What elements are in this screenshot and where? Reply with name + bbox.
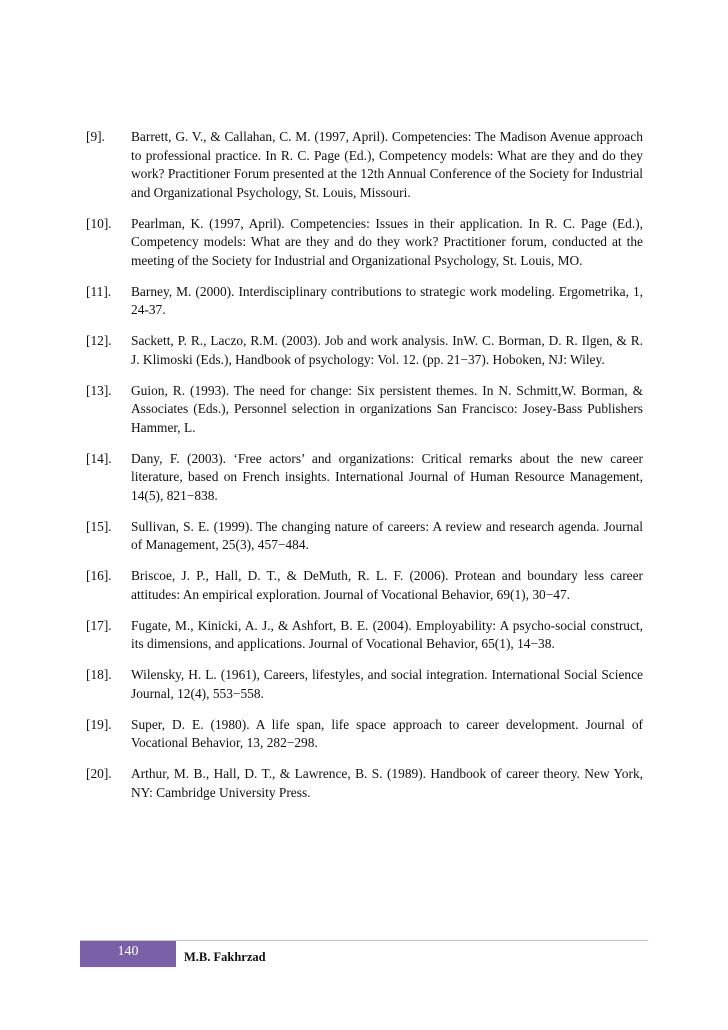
reference-number: [14]. xyxy=(86,450,112,466)
reference-number: [11]. xyxy=(86,283,112,299)
reference-text: Fugate, M., Kinicki, A. J., & Ashfort, B. E. (2004). Employability: A psycho-social construct, its dimensions, and applications. Journal of Vocational Behavior, 65(1), 14−38. xyxy=(131,617,643,652)
reference-item xyxy=(86,382,643,438)
reference-number: [18]. xyxy=(86,667,112,683)
reference-number: [19]. xyxy=(86,716,112,732)
reference-number: [17]. xyxy=(86,617,112,633)
reference-text: Guion, R. (1993). The need for change: Six persistent themes. In N. Schmitt,W. Borman, & Associates (Eds.), Personnel selection in organizations San Francisco: Josey-Bass Publishers Hammer, L. xyxy=(131,382,643,435)
reference-number: [10]. xyxy=(86,215,112,231)
reference-number: [13]. xyxy=(86,382,112,398)
reference-item xyxy=(86,567,643,604)
reference-item xyxy=(86,332,643,369)
reference-item xyxy=(86,215,643,271)
reference-item xyxy=(86,765,643,802)
reference-item xyxy=(86,450,643,506)
reference-text: Dany, F. (2003). ‘Free actors’ and organizations: Critical remarks about the new career literature, based on French insights. International Journal of Human Resource Management, 14(5), 821−838. xyxy=(131,450,643,503)
reference-item xyxy=(86,128,643,202)
page-number: 140 xyxy=(80,941,176,967)
reference-number: [9]. xyxy=(86,129,105,144)
reference-list xyxy=(86,128,643,802)
reference-text: Super, D. E. (1980). A life span, life space approach to career development. Journal of Vocational Behavior, 13, 282−298. xyxy=(131,716,643,751)
reference-number: [15]. xyxy=(86,518,112,534)
reference-text: Barney, M. (2000). Interdisciplinary contributions to strategic work modeling. Ergometrika, 1, 24-37. xyxy=(131,283,643,318)
reference-number: [20]. xyxy=(86,766,112,782)
reference-text: Barrett, G. V., & Callahan, C. M. (1997, April). Competencies: The Madison Avenue approach to professional practice. In R. C. Page (Ed.), Competency models: What are they and do they work? Practitioner Forum presented at the 12th Annual Conference of the Society for Industrial and Organizational Psychology, St. Louis, Missouri. xyxy=(131,129,643,200)
reference-number: [12]. xyxy=(86,333,112,349)
footer-author: M.B. Fakhrzad xyxy=(184,950,266,964)
reference-item xyxy=(86,283,643,320)
reference-text: Briscoe, J. P., Hall, D. T., & DeMuth, R. L. F. (2006). Protean and boundary less career attitudes: An empirical exploration. Journal of Vocational Behavior, 69(1), 30−47. xyxy=(131,568,643,602)
reference-item xyxy=(86,716,643,753)
reference-text: Arthur, M. B., Hall, D. T., & Lawrence, B. S. (1989). Handbook of career theory. New York, NY: Cambridge University Press. xyxy=(131,766,643,800)
reference-item xyxy=(86,666,643,703)
reference-text: Wilensky, H. L. (1961), Careers, lifestyles, and social integration. International Social Science Journal, 12(4), 553−558. xyxy=(131,667,643,701)
reference-item xyxy=(86,518,643,555)
reference-text: Sackett, P. R., Laczo, R.M. (2003). Job and work analysis. InW. C. Borman, D. R. Ilgen, & R. J. Klimoski (Eds.), Handbook of psychology: Vol. 12. (pp. 21−37). Hoboken, NJ: Wiley. xyxy=(131,333,643,367)
reference-number: [16]. xyxy=(86,568,112,584)
reference-text: Sullivan, S. E. (1999). The changing nature of careers: A review and research agenda. Journal of Management, 25(3), 457−484. xyxy=(131,518,643,553)
reference-item xyxy=(86,617,643,654)
reference-text: Pearlman, K. (1997, April). Competencies: Issues in their application. In R. C. Page (Ed.), Competency models: What are they and do they work? Practitioner forum, conducted at the meeting of the Society for Industrial and Organizational Psychology, St. Louis, MO. xyxy=(131,215,643,268)
